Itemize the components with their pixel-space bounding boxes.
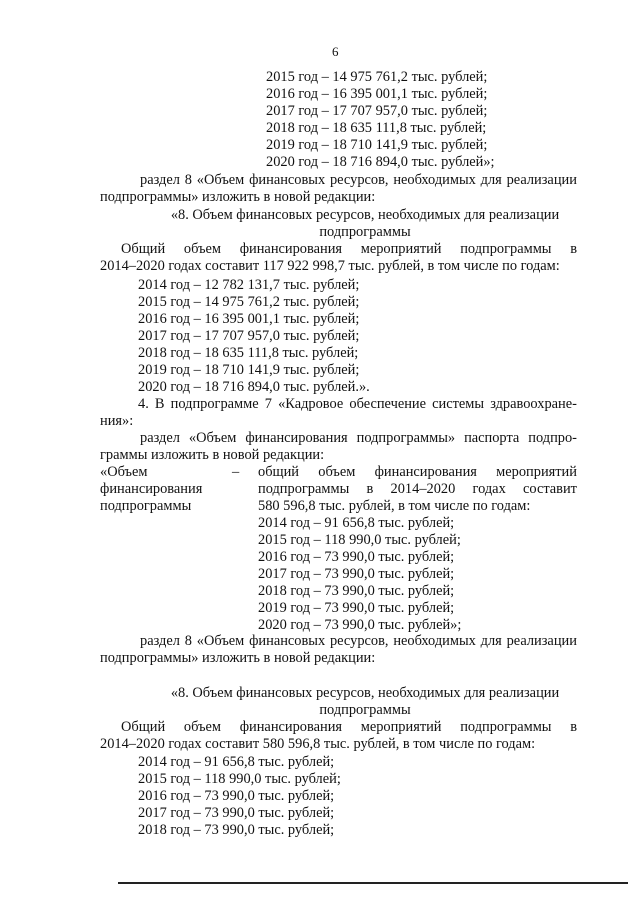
paragraph-line: подпрограммы» изложить в новой редакции: [100,189,376,205]
paragraph-line: Общий объем финансирования мероприятий подпрограммы в [121,719,577,735]
list-item: 2017 год – 17 707 957,0 тыс. рублей; [138,328,360,344]
list-item: 2019 год – 18 710 141,9 тыс. рублей; [266,137,488,153]
table-value-line: общий объем финансирования мероприятий [258,464,577,480]
list-item: 2014 год – 12 782 131,7 тыс. рублей; [138,277,360,293]
paragraph-line: раздел «Объем финансирования подпрограммы» паспорта подпро- [140,430,577,446]
table-value-line: подпрограммы в 2014–2020 годах составит [258,481,577,497]
paragraph-line: граммы изложить в новой редакции: [100,447,325,463]
list-item: 2017 год – 73 990,0 тыс. рублей; [258,566,455,582]
paragraph-line: Общий объем финансирования мероприятий подпрограммы в [121,241,577,257]
list-item: 2018 год – 18 635 111,8 тыс. рублей; [138,345,359,361]
list-item: 2015 год – 118 990,0 тыс. рублей; [258,532,461,548]
paragraph-line: раздел 8 «Объем финансовых ресурсов, необходимых для реализации [140,633,577,649]
section-heading: подпрограммы [319,702,411,718]
list-item: 2020 год – 73 990,0 тыс. рублей»; [258,617,462,633]
list-item: 2017 год – 73 990,0 тыс. рублей; [138,805,335,821]
list-item: 2016 год – 16 395 001,1 тыс. рублей; [138,311,360,327]
paragraph-line: подпрограммы» изложить в новой редакции: [100,650,376,666]
table-value-line: 580 596,8 тыс. рублей, в том числе по годам: [258,498,531,514]
paragraph-line: раздел 8 «Объем финансовых ресурсов, необходимых для реализации [140,172,577,188]
list-item: 2014 год – 91 656,8 тыс. рублей; [138,754,335,770]
section-heading: «8. Объем финансовых ресурсов, необходимых для реализации [170,685,560,701]
paragraph-line: 2014–2020 годах составит 117 922 998,7 тыс. рублей, в том числе по годам: [100,258,560,274]
list-item: 2016 год – 73 990,0 тыс. рублей; [258,549,455,565]
paragraph-line: 4. В подпрограмме 7 «Кадровое обеспечение системы здравоохране- [138,396,577,412]
paragraph-line: ния»: [100,413,134,429]
table-label: «Объем [100,464,148,480]
page-number: 6 [332,44,339,59]
list-item: 2019 год – 73 990,0 тыс. рублей; [258,600,455,616]
paragraph-line: 2014–2020 годах составит 580 596,8 тыс. рублей, в том числе по годам: [100,736,536,752]
list-item: 2020 год – 18 716 894,0 тыс. рублей.». [138,379,370,395]
section-heading: подпрограммы [319,224,411,240]
table-dash: – [232,464,240,480]
list-item: 2017 год – 17 707 957,0 тыс. рублей; [266,103,488,119]
footer-rule [118,882,628,884]
list-item: 2018 год – 73 990,0 тыс. рублей; [138,822,335,838]
list-item: 2014 год – 91 656,8 тыс. рублей; [258,515,455,531]
list-item: 2018 год – 73 990,0 тыс. рублей; [258,583,455,599]
list-item: 2015 год – 14 975 761,2 тыс. рублей; [266,69,488,85]
list-item: 2020 год – 18 716 894,0 тыс. рублей»; [266,154,495,170]
list-item: 2015 год – 118 990,0 тыс. рублей; [138,771,341,787]
list-item: 2018 год – 18 635 111,8 тыс. рублей; [266,120,487,136]
list-item: 2015 год – 14 975 761,2 тыс. рублей; [138,294,360,310]
table-label: финансирования [100,481,203,497]
list-item: 2019 год – 18 710 141,9 тыс. рублей; [138,362,360,378]
table-label: подпрограммы [100,498,192,514]
section-heading: «8. Объем финансовых ресурсов, необходимых для реализации [170,207,560,223]
list-item: 2016 год – 73 990,0 тыс. рублей; [138,788,335,804]
list-item: 2016 год – 16 395 001,1 тыс. рублей; [266,86,488,102]
